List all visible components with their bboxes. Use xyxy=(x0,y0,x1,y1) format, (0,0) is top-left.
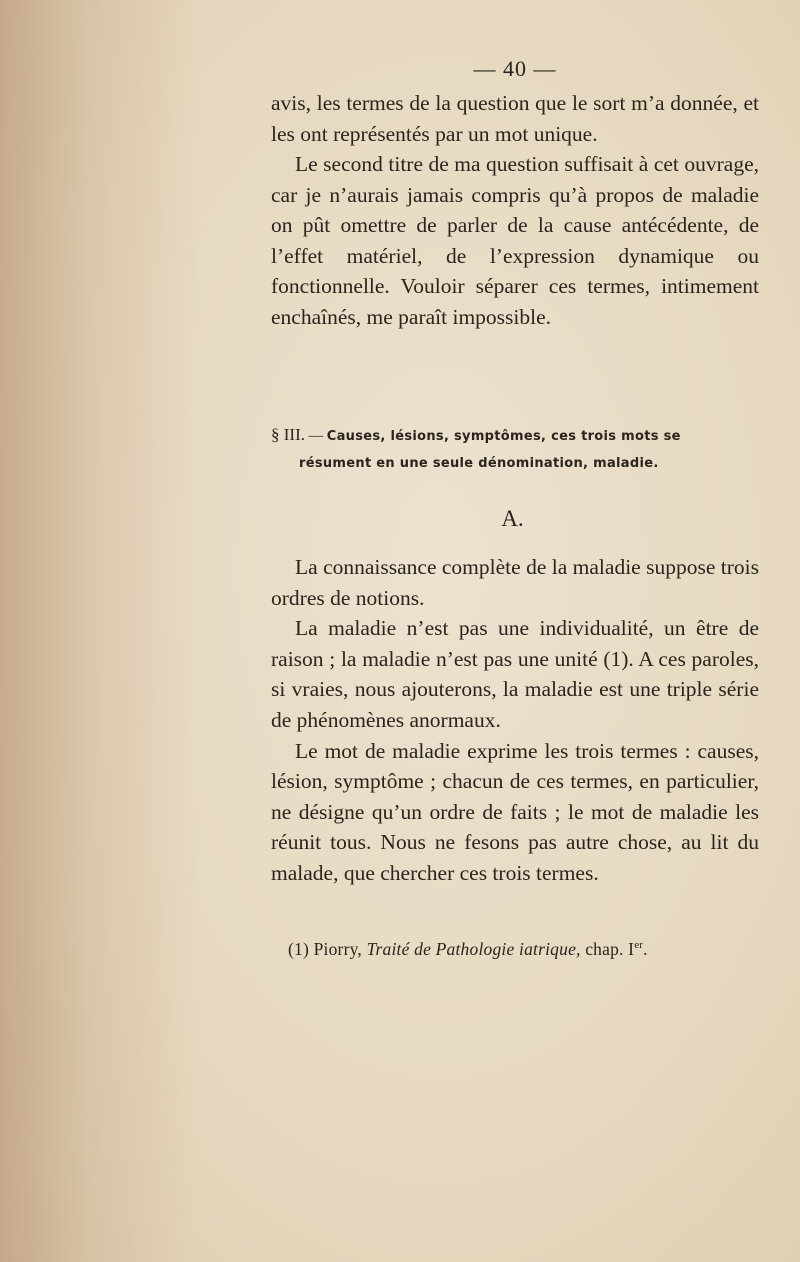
subsection-letter: A. xyxy=(501,506,524,531)
section-title-line-2: résument en une seule dénomination, maladie. xyxy=(299,456,659,471)
footnote-marker: (1) xyxy=(288,939,310,959)
text-block-bottom xyxy=(271,552,759,889)
section-dash: — xyxy=(308,428,324,444)
section-title-line-1: Causes, lésions, symptômes, ces trois mots se xyxy=(326,429,681,444)
footnote-author: Piorry, xyxy=(313,939,362,959)
section-heading-line-1 xyxy=(271,421,761,450)
paragraph: Le mot de maladie exprime les trois termes : causes, lésion, symptôme ; chacun de ces termes, en particulier, ne désigne qu’un ordre de faits ; le mot de maladie les réunit tous. Nous ne fesons pas autre chose, au lit du malade, que chercher ces trois termes. xyxy=(271,738,759,885)
paragraph-continuation: avis, les termes de la question que le sort m’a donnée, et les ont représentés par un mot unique. xyxy=(271,91,759,146)
section-heading xyxy=(271,421,761,477)
footnote-title: Traité de Pathologie iatrique, xyxy=(366,939,581,959)
page-number: — 40 — xyxy=(473,56,557,81)
paragraph: La maladie n’est pas une individualité, un être de raison ; la maladie n’est pas une unité (1). A ces paroles, si vraies, nous ajouterons, la maladie est une triple série de phénomènes anormaux. xyxy=(271,616,759,732)
text-block-top-2 xyxy=(271,149,759,333)
section-heading-line-2 xyxy=(271,450,761,477)
footnote xyxy=(288,939,648,960)
section-symbol: § III. xyxy=(271,425,305,444)
paragraph: La connaissance complète de la maladie suppose trois ordres de notions. xyxy=(271,555,759,610)
footnote-end: . xyxy=(643,939,648,959)
paragraph: Le second titre de ma question suffisait à cet ouvrage, car je n’aurais jamais compris qu’à propos de maladie on pût omettre de parler de la cause antécédente, de l’effet matériel, de l’expression dynamique ou fonctionnelle. Vouloir séparer ces termes, intimement enchaînés, me paraît impossible. xyxy=(271,152,759,329)
text-block-top-1 xyxy=(271,88,759,149)
footnote-sup: er xyxy=(634,939,644,952)
footnote-ref: chap. I xyxy=(585,939,635,959)
